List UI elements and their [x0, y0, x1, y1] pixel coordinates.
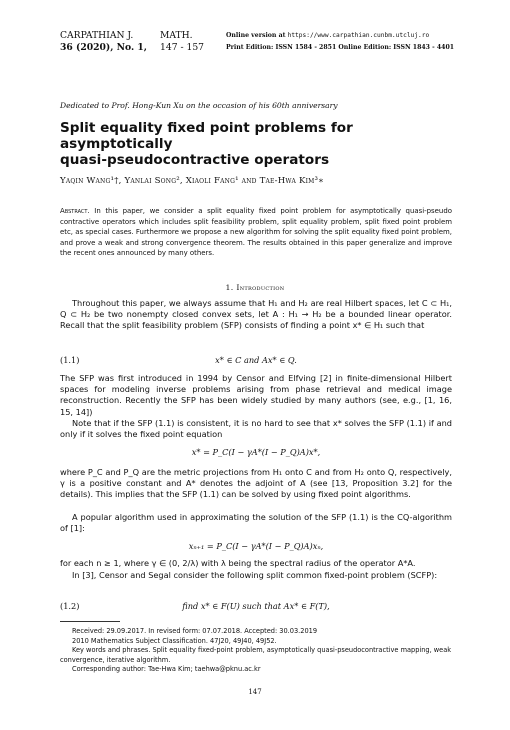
paragraph-text: A popular algorithm used in approximating the solution of the SFP (1.1) is the CQ-algorithm of [1]:: [60, 512, 452, 534]
title-line-2: quasi-pseudocontractive operators: [60, 152, 330, 168]
paragraph-text: In [3], Censor and Segal consider the following split common fixed-point problem (SCFP):: [72, 570, 438, 580]
paper-title: [60, 120, 460, 168]
equation-expression: x* = P_C(I − γA*(I − P_Q)A)x*,: [191, 447, 321, 457]
equation: [60, 355, 452, 367]
journal-url[interactable]: https://www.carpathian.cunbm.utcluj.ro: [287, 32, 430, 39]
footnote-divider: [60, 621, 120, 622]
paragraph-text: Throughout this paper, we always assume that H₁ and H₂ are real Hilbert spaces, let C ⊂ H₁, Q ⊂ H₂ be two nonempty closed convex sets, let A : H₁ → H₂ be a bounded linear operator. Recall that the split feasibility problem (SFP) consists of finding a point x* ∈ H₁ such that: [60, 298, 452, 331]
msc-classification: 2010 Mathematics Subject Classification. 47J20, 49J40, 49J52.: [72, 636, 277, 645]
section-heading: 1. Introduction: [225, 283, 285, 292]
equation-expression: find x* ∈ F(U) such that Ax* ∈ F(T),: [182, 601, 330, 611]
corresponding-author: Corresponding author: Tae-Hwa Kim; taehwa@pknu.ac.kr: [72, 665, 261, 674]
footnotes: [60, 627, 452, 675]
equation-number: (1.2): [60, 601, 80, 611]
equation-expression: x* ∈ C and Ax* ∈ Q.: [215, 355, 297, 365]
dedication: Dedicated to Prof. Hong-Kun Xu on the occasion of his 60th anniversary: [60, 101, 338, 110]
abstract-text: In this paper, we consider a split equality fixed point problem for asymptotically quasi-pseudo contractive operators which includes split feasibility problem, split equality problem, split fixed point problem etc, as special cases. Furthermore we propose a new algorithm for solving the split equality fixed point problem, and prove a weak and strong convergence theorem. The results obtained in this paper generalize and improve the recent ones announced by many others.: [60, 207, 452, 258]
received-dates: Received: 29.09.2017. In revised form: 07.07.2018. Accepted: 30.03.2019: [72, 627, 318, 635]
page-range: 147 - 157: [160, 42, 205, 53]
journal-name: CARPATHIAN J.: [60, 30, 134, 41]
paragraph-text: Note that if the SFP (1.1) is consistent, it is no hard to see that x* solves the SFP (1.1) if and only if it solves the fixed point equation: [60, 418, 452, 440]
paragraph: [60, 558, 452, 569]
online-info: [226, 30, 454, 54]
equation: [60, 447, 452, 459]
equation: [60, 601, 452, 613]
abstract: [60, 206, 452, 259]
equation-expression: xₙ₊₁ = P_C(I − γA*(I − P_Q)A)xₙ,: [188, 541, 324, 551]
title-line-1: Split equality fixed point problems for asymptotically: [60, 120, 353, 152]
paragraph: [60, 373, 452, 418]
journal-header: [60, 30, 147, 54]
paragraph-text: where P_C and P_Q are the metric projections from H₁ onto C and from H₂ onto Q, respectively, γ is a positive constant and A* denotes the adjoint of A (see [13, Proposition 3.2] for the details). This implies that the SFP (1.1) can be solved by using fixed point algorithms.: [60, 467, 452, 500]
equation-number: (1.1): [60, 355, 80, 365]
issn-info: Print Edition: ISSN 1584 - 2851 Online Edition: ISSN 1843 - 4401: [226, 44, 455, 51]
page-number: 147: [248, 688, 262, 696]
paragraph: [60, 418, 452, 440]
journal-subject: MATH.: [160, 30, 193, 41]
equation: [60, 541, 452, 553]
paragraph-text: The SFP was first introduced in 1994 by Censor and Elfving [2] in finite-dimensional Hilbert spaces for modeling inverse problems arising from phase retrieval and medical image reconstruction. Recently the SFP has been widely studied by many authors (see, e.g., [1, 16, 15, 14]): [60, 373, 452, 417]
abstract-label: Abstract.: [60, 207, 90, 215]
paragraph: [60, 298, 452, 332]
journal-math-header: [160, 30, 204, 54]
paragraph: [60, 570, 452, 581]
journal-issue: 36 (2020), No. 1,: [60, 42, 147, 53]
paragraph-text: for each n ≥ 1, where γ ∈ (0, 2/λ) with λ being the spectral radius of the operator A*A.: [60, 558, 416, 568]
online-prefix: Online version at: [226, 32, 288, 39]
author-list: Yaqin Wang¹†, Yanlai Song², Xiaoli Fang¹ and Tae-Hwa Kim³∗: [60, 176, 325, 186]
paragraph: [60, 467, 452, 501]
keywords: Key words and phrases. Split equality fixed-point problem, asymptotically quasi-pseudocontractive mapping, weak convergence, iterative algorithm.: [60, 646, 452, 664]
paragraph: [60, 512, 452, 534]
